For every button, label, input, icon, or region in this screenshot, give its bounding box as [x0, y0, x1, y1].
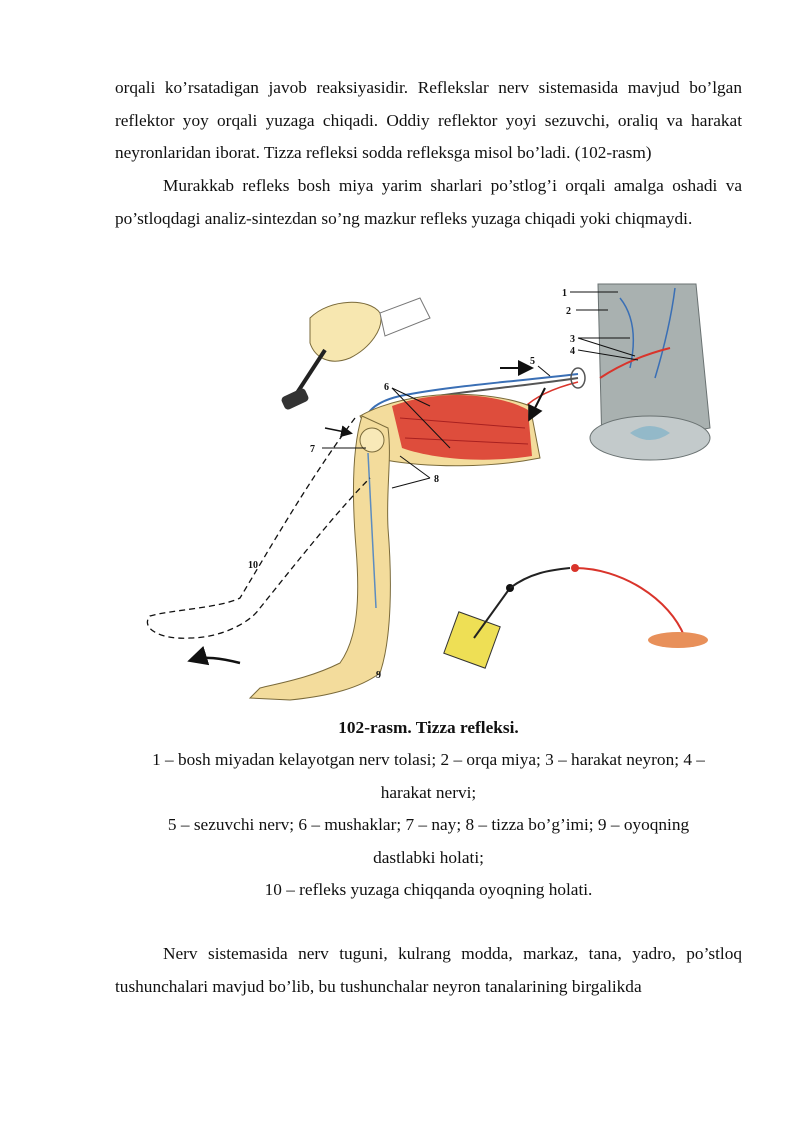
caption-line-2: harakat nervi; — [380, 782, 477, 802]
caption-line-3: 5 – sezuvchi nerv; 6 – mushaklar; 7 – nay; 8 – tizza bo’g’imi; 9 – oyoqning — [167, 815, 690, 835]
paragraph-2: Murakkab refleks bosh miya yarim sharlari po’stlog’i orqali amalga oshadi va po’stloqdagi analiz-sintezdan so’ng mazkur refleks yuzaga chiqadi yoki chiqmaydi. — [115, 176, 742, 228]
lower-leg — [250, 416, 390, 700]
figure-label-3: 3 — [570, 334, 575, 345]
figure-caption-legend — [115, 744, 742, 907]
figure-label-10: 10 — [248, 560, 258, 571]
figure-label-6: 6 — [384, 382, 389, 393]
figure-label-7: 7 — [310, 444, 315, 455]
caption-line-5: 10 – refleks yuzaga chiqqanda oyoqning holati. — [264, 880, 593, 900]
caption-line-1: 1 – bosh miyadan kelayotgan nerv tolasi; 2 – orqa miya; 3 – harakat neyron; 4 – — [152, 750, 705, 769]
figure-label-4: 4 — [570, 346, 575, 357]
figure-label-5: 5 — [530, 356, 535, 367]
figure-label-1: 1 — [562, 288, 567, 299]
reflex-leg-outline — [147, 418, 370, 638]
paragraph-1: orqali ko’rsatadigan javob reaksiyasidir. Reflekslar nerv sistemasida mavjud bo’lgan reflektor yoy orqali yuzaga chiqadi. Oddiy reflektor yoyi sezuvchi, oraliq va harakat neyronlaridan iborat. Tizza refleksi sodda refleksga misol bo’ladi. (102-rasm) — [115, 78, 742, 163]
paragraph-3: Nerv sistemasida nerv tuguni, kulrang modda, markaz, tana, yadro, po’stloq tushunchalari mavjud bo’lib, bu tushunchalar neyron tanalarining birgalikda — [115, 944, 742, 996]
figure-label-8: 8 — [434, 474, 439, 485]
caption-line-4: dastlabki holati; — [373, 847, 484, 867]
figure-knee-reflex — [130, 278, 730, 708]
neuron-diagram — [444, 564, 708, 668]
figure-label-2: 2 — [566, 306, 571, 317]
knee-reflex-illustration — [130, 278, 730, 708]
figure-label-9: 9 — [376, 670, 381, 681]
leg-motion-arrow-icon — [192, 658, 240, 663]
figure-caption-title: 102-rasm. Tizza refleksi. — [338, 718, 519, 737]
signal-down-arrow-icon — [530, 388, 545, 418]
